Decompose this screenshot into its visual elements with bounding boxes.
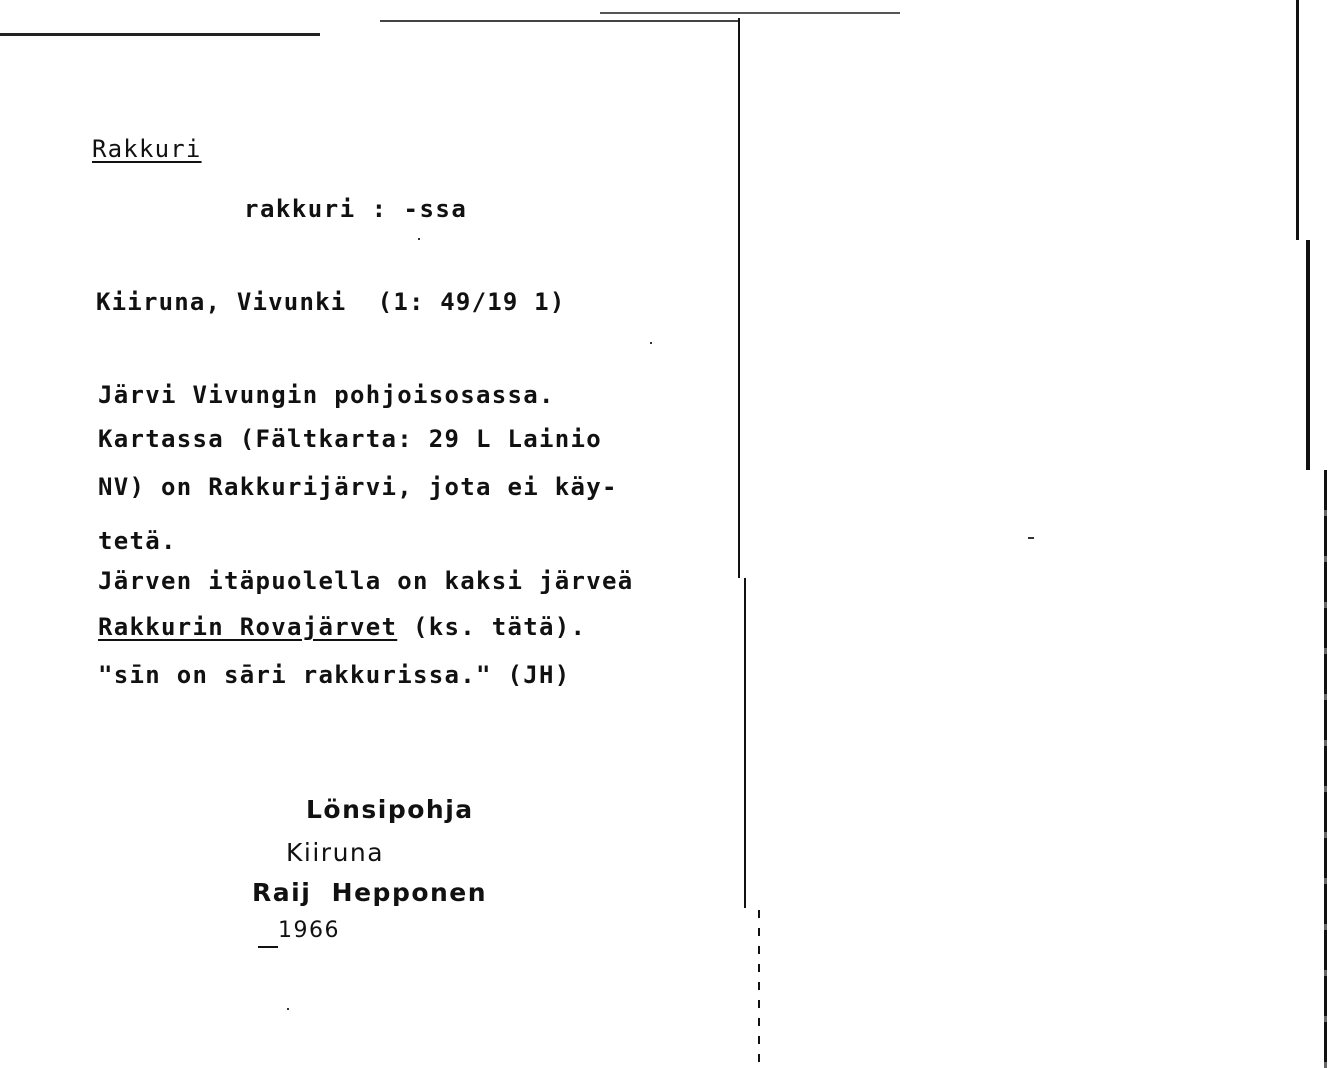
right-edge-line-bottom bbox=[1324, 470, 1327, 1068]
description-line: tetä. bbox=[98, 527, 177, 555]
footer-year: 1966 bbox=[278, 918, 340, 943]
top-edge-line-2 bbox=[380, 20, 740, 22]
center-divider-line-lower bbox=[744, 578, 746, 908]
footer-region: Lönsipohja bbox=[306, 795, 474, 824]
top-edge-line bbox=[0, 33, 320, 36]
word-form: rakkuri : -ssa bbox=[244, 195, 468, 223]
right-edge-line-lower bbox=[1306, 240, 1310, 470]
quote-line: "sīn on sāri rakkurissa." (JH) bbox=[98, 661, 571, 689]
description-line: NV) on Rakkurijärvi, jota ei käy- bbox=[98, 473, 618, 501]
reference-line bbox=[98, 612, 586, 642]
center-divider-line bbox=[738, 18, 740, 578]
top-edge-line-3 bbox=[600, 12, 900, 14]
right-edge-line bbox=[1296, 0, 1299, 240]
speck bbox=[650, 342, 652, 344]
description-line: Järvi Vivungin pohjoisosassa. bbox=[98, 381, 555, 409]
center-divider-dashes bbox=[758, 910, 760, 1068]
footer-year-dash bbox=[258, 946, 278, 948]
reference-link-text: Rakkurin Rovajärvet bbox=[98, 613, 398, 641]
reference-rest: (ks. tätä). bbox=[397, 613, 587, 641]
speck bbox=[287, 1008, 289, 1010]
description-line: Kartassa (Fältkarta: 29 L Lainio bbox=[98, 425, 602, 453]
speck bbox=[418, 238, 420, 240]
card-title: Rakkuri bbox=[92, 135, 202, 163]
location-line: Kiiruna, Vivunki (1: 49/19 1) bbox=[96, 288, 566, 316]
footer-collector: Raij Hepponen bbox=[252, 878, 488, 907]
speck bbox=[1028, 537, 1034, 539]
description-line: Järven itäpuolella on kaksi järveä bbox=[98, 567, 634, 595]
footer-parish: Kiiruna bbox=[286, 838, 385, 867]
